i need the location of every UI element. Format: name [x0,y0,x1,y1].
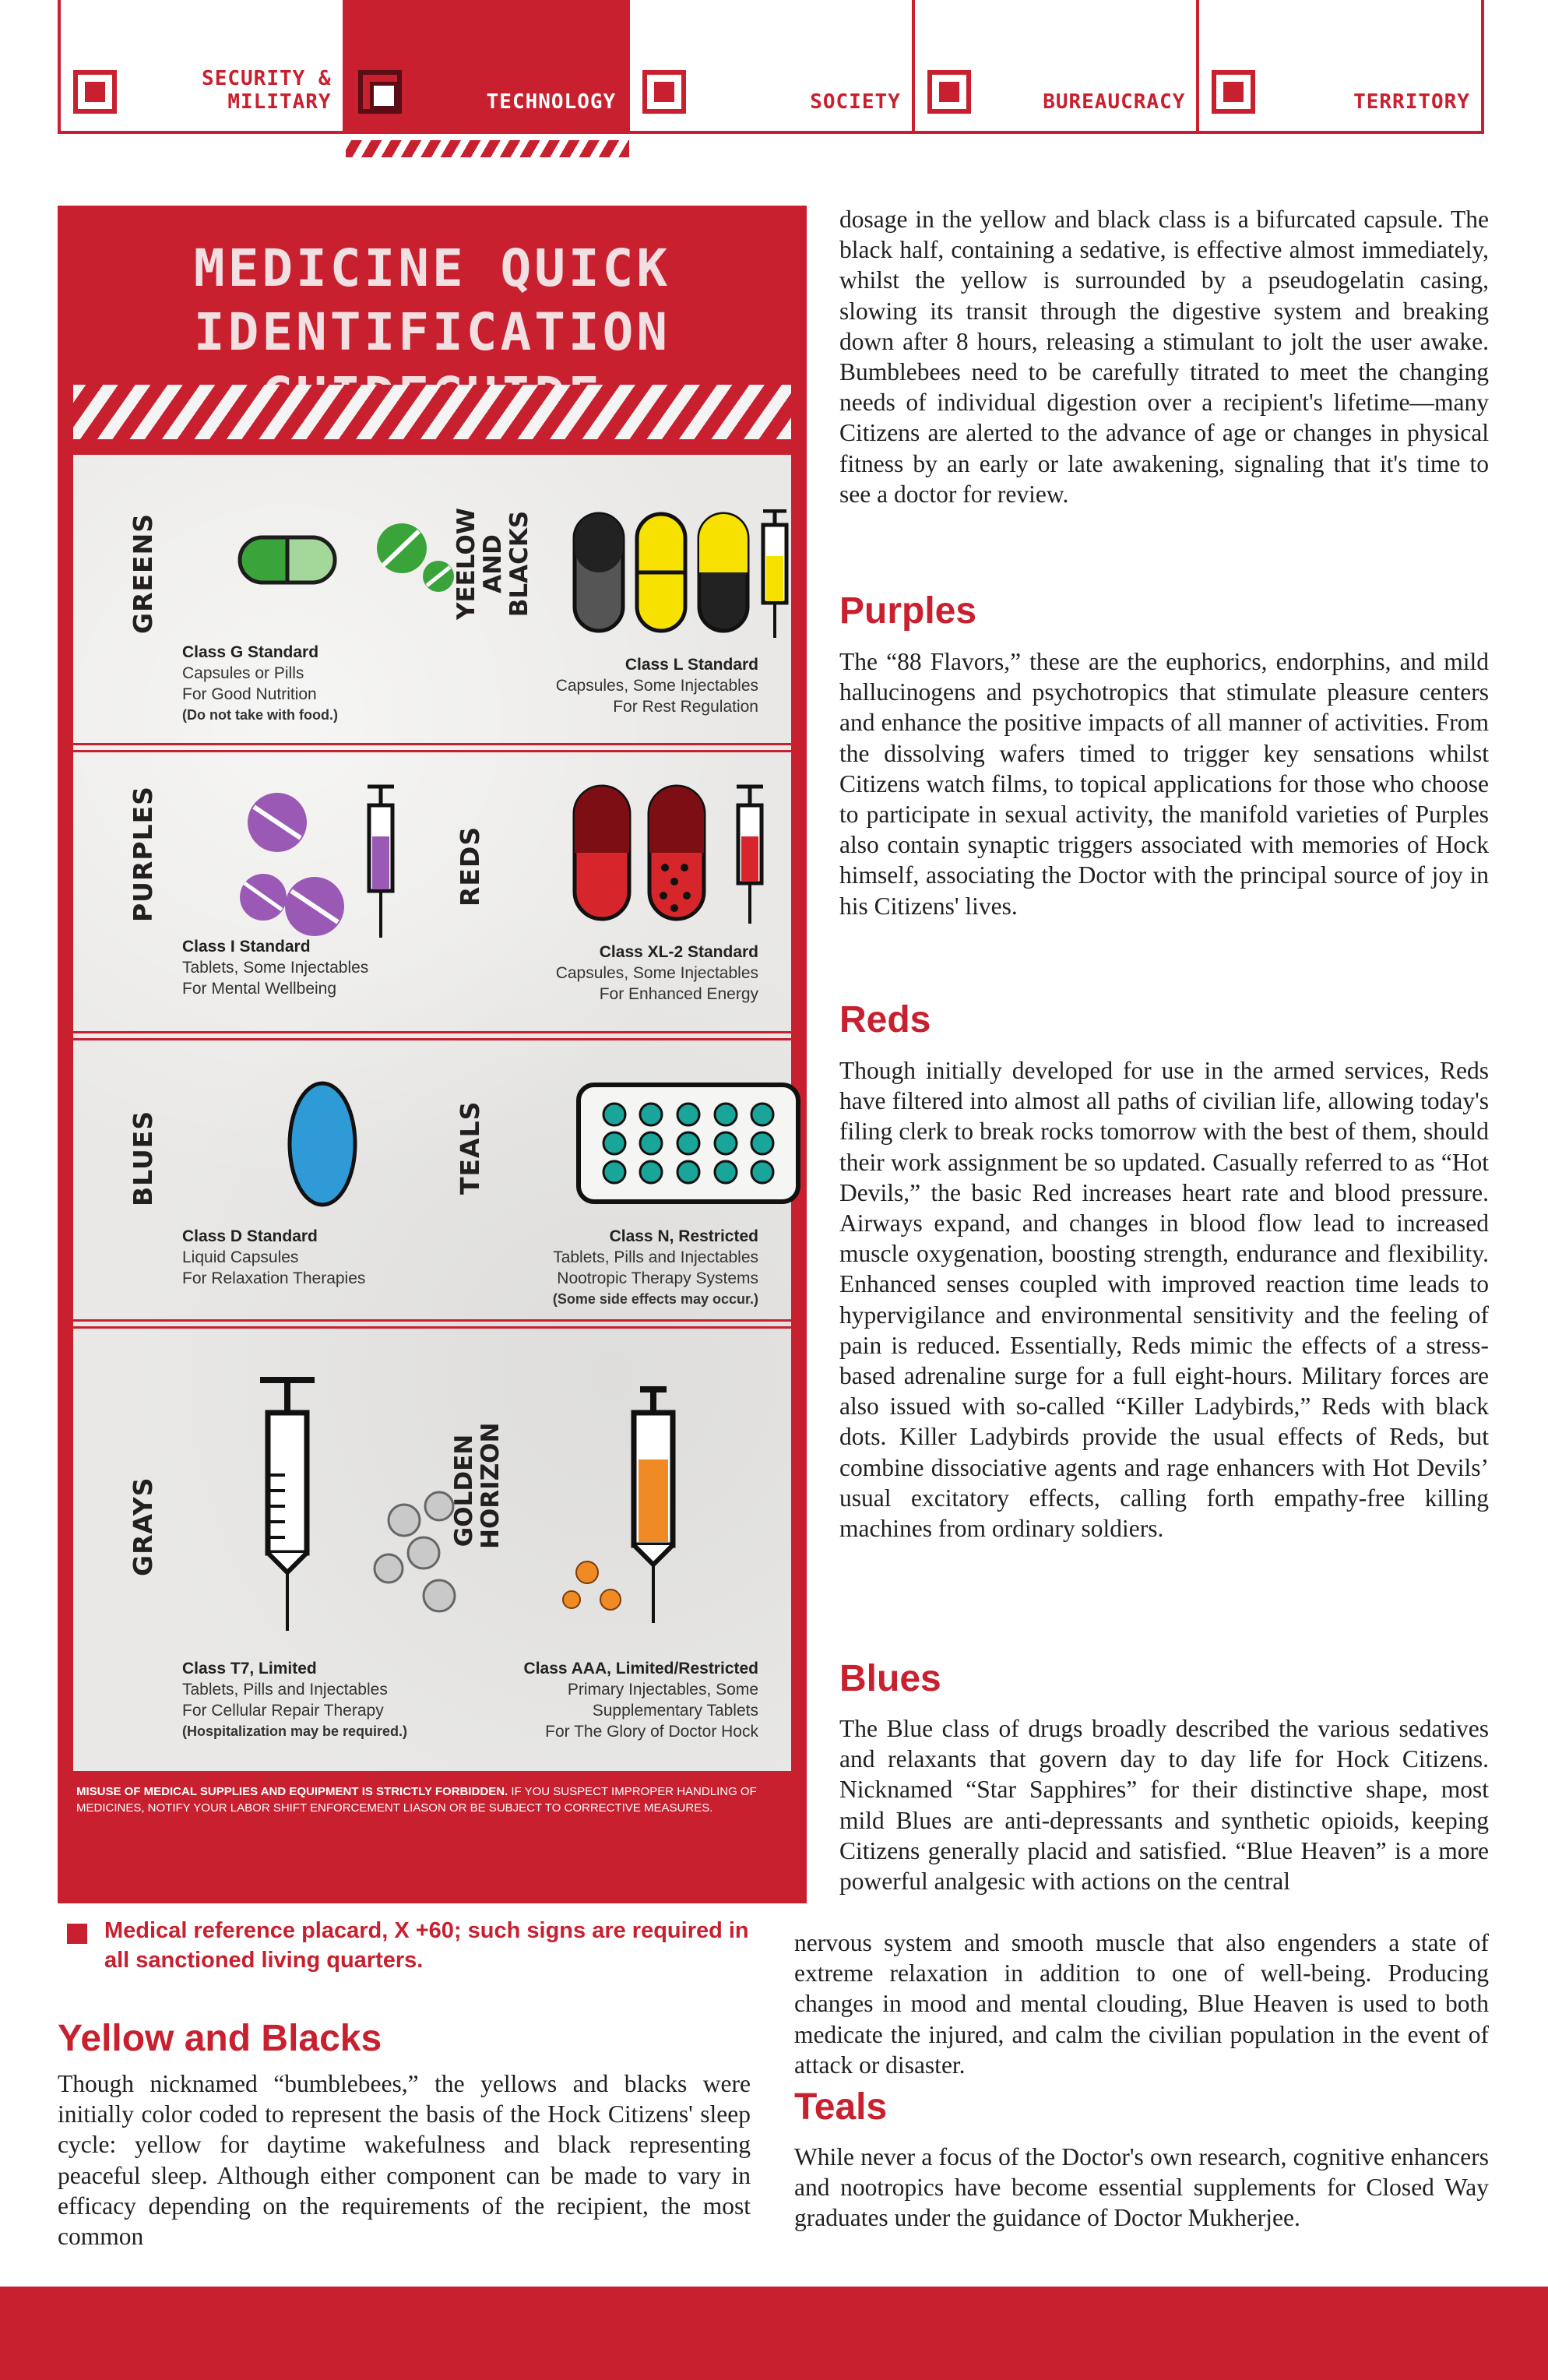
row-divider [73,1319,791,1329]
class-title: Class L Standard [624,656,758,674]
yellow-black-capsules-icon [572,509,797,642]
class-title: Class N, Restricted [609,1227,758,1245]
tab-square-icon [358,70,402,114]
tab-label: SOCIETY [810,90,901,114]
blue-capsule-icon [283,1078,361,1210]
class-forms: Primary Injectables, Some [567,1681,758,1699]
class-purpose: For Mental Wellbeing [182,980,337,998]
class-title: Class I Standard [182,938,311,956]
class-title: Class AAA, Limited/Restricted [523,1660,758,1678]
paragraph-yellow-and-blacks-2: dosage in the yellow and black class is a bifurcated capsule. The black half, containing a sedative, is effective almost immediately, whilst the yellow is surrounded by a pseudogelatin casing, slowing its transit through the digestive system and breaking down after 8 hours, releasing a stimulant to jolt the user awake. Bumblebees need to be carefully titrated to meet the changing needs of individual digestion over a recipient's lifetime—many Citizens are alerted to the advance of age or changes in physical fitness by an early or late awakening, signaling that it's time to see a doctor for review. [839,206,1489,508]
tab-security-military[interactable] [61,0,346,131]
purple-tablets-icon [229,782,431,945]
class-forms: Tablets, Pills and Injectables [182,1681,388,1699]
class-purpose: For Rest Regulation [613,698,758,716]
class-desc-grays [182,1658,407,1742]
class-title: Class T7, Limited [182,1660,317,1678]
class-desc-reds [525,942,758,1005]
class-desc-blues [182,1226,365,1289]
hazard-stripes [73,385,791,439]
placard-title: MEDICINE QUICK IDENTIFICATION [193,238,671,362]
medicine-placard [58,206,807,1903]
paragraph-blues-1: The Blue class of drugs broadly described the various sedatives and relaxants that govern day to day life for Hock Citizens. Nicknamed “Star Sapphires” for their distinctive shape, most mild Blues are anti-depressants and synthetic opioids, keeping Citizens generally placid and satisfied. “Blue Heaven” is a more powerful analgesic with actions on the central [839,1715,1489,1896]
class-forms: Liquid Capsules [182,1248,299,1266]
caption-bullet-icon [67,1924,87,1944]
tab-bureaucracy[interactable] [915,0,1200,131]
paragraph-reds: Though initially developed for use in the armed services, Reds have filtered into almost all paths of civilian life, allowing today's filing clerk to break rocks tomorrow with the best of them, should their work assignment be so updated. Casually referred to as “Hot Devils,” the basic Red increases heart rate and blood pressure. Airways expand, and changes in blood flow lead to increased muscle oxygenation, boosting strength, endurance and flexibility. Enhanced senses coupled with improved reaction time leads to hypervigilance and environmental sensitivity and the feeling of pain is reduced. Essentially, Reds mimic the effects of a stress-based adrenaline surge for a full eight-hours. Military forces are also issued with so-called “Killer Ladybirds,” Reds with black dots. Killer Ladybirds provide the usual effects of Reds, but combine dissociative agents and rage enhancers with Hot Devils’ usual excitatory effects, calling forth empathy-free killing machines from ordinary soldiers. [839,1057,1489,1543]
heading-teals: Teals [794,2086,888,2128]
class-purpose: For The Glory of Doctor Hock [545,1723,758,1741]
row-divider [73,1031,791,1040]
tab-territory[interactable] [1199,0,1481,131]
tab-technology[interactable] [346,0,631,131]
placard-warning [76,1783,788,1816]
class-name-text: YEELOW AND BLACKS [452,508,533,620]
gray-syringe-tablets-icon [229,1374,463,1639]
tab-label: TECHNOLOGY [486,90,617,114]
heading-blues: Blues [839,1658,941,1699]
class-forms: Capsules, Some Injectables [555,677,758,695]
class-name-golden-horizon [450,1422,505,1549]
class-name-text: GOLDEN HORIZON [450,1422,505,1549]
warning-text: IF YOU SUSPECT IMPROPER HANDLING OF MEDICINES, NOTIFY YOUR LABOR SHIFT ENFORCEMENT LIASON OR BE SUBJECT TO CORRECTIVE MEASURES. [76,1785,757,1815]
class-purpose: For Relaxation Therapies [182,1269,366,1287]
heading-purples: Purples [839,590,977,632]
class-title: Class G Standard [182,643,319,661]
class-desc-teals [525,1226,758,1310]
class-name-yellow-blacks [453,478,533,650]
class-note: (Some side effects may occur.) [552,1291,758,1307]
class-purpose: For Cellular Repair Therapy [182,1702,384,1720]
paragraph-teals: While never a focus of the Doctor's own research, cognitive enhancers and nootropics have become essential supplements for Closed Way graduates under the guidance of Doctor Mukherjee. [794,2143,1489,2232]
class-purpose: Nootropic Therapy Systems [557,1269,758,1287]
class-note: (Do not take with food.) [182,707,338,723]
heading-reds: Reds [839,999,931,1040]
paragraph-yellow-and-blacks-1: Though nicknamed “bumblebees,” the yellows and blacks were initially color coded to represent the basis of the Hock Citizens' sleep cycle: yellow for daytime wakefulness and black representing peaceful sleep. Although either component can be made to vary in efficacy depending on the requirements of the recipient, the most common [58,2070,751,2251]
class-desc-golden-horizon [509,1658,758,1742]
class-name-reds: REDS [455,826,485,907]
class-forms: Capsules, Some Injectables [555,964,758,982]
heading-yellow-and-blacks: Yellow and Blacks [58,2018,382,2059]
tab-society[interactable] [630,0,915,131]
class-desc-yellow-blacks [525,654,758,717]
footer-bar [0,2287,1548,2380]
class-title: Class XL-2 Standard [599,943,758,961]
class-purpose: For Enhanced Energy [599,985,758,1003]
class-note: (Hospitalization may be required.) [182,1723,408,1739]
class-forms-cont: Supplementary Tablets [592,1702,758,1720]
active-tab-hazard-stripe [346,140,629,157]
tab-label: SECURITY & MILITARY [202,67,332,114]
section-nav [58,0,1484,134]
figure-caption: Medical reference placard, X +60; such signs are required in all sanctioned living quarters. [104,1918,749,1973]
class-name-teals: TEALS [455,1100,485,1195]
class-desc-greens [182,642,338,726]
tab-square-icon [642,70,686,114]
teal-blister-pack-icon [575,1082,801,1206]
paragraph-blues-2: nervous system and smooth muscle that also engenders a state of extreme relaxation in addition to one of well-being. Producing changes in mood and mental clouding, Blue Heaven is used to both medicate the injured, and calm the civilian population in the event of attack or disaster. [794,1929,1489,2079]
red-capsules-icon [572,782,797,930]
green-capsule-icon [237,533,338,587]
class-desc-purples [182,936,368,999]
green-pills-icon [372,519,458,597]
class-name-purples: PURPLES [128,786,158,922]
row-divider [73,743,791,752]
class-forms: Tablets, Pills and Injectables [553,1248,758,1266]
class-name-blues: BLUES [128,1110,158,1206]
tab-square-icon [73,70,117,114]
tab-label: BUREAUCRACY [1043,90,1186,114]
paragraph-purples: The “88 Flavors,” these are the euphorics, endorphins, and mild hallucinogens and psychotropics that stimulate pleasure centers and enhance the positive impacts of all manner of activities. From the dissolving wafers timed to trigger key sensations whilst Citizens watch films, to topical applications for those who choose to participate in sexual activity, the manifold varieties of Purples also contain synaptic triggers associated with memories of Hock himself, associating the Doctor with the principal source of joy in his Citizens' lives. [839,648,1489,920]
placard-body [73,455,791,1771]
class-purpose: For Good Nutrition [182,685,317,703]
tab-square-icon [927,70,971,114]
class-title: Class D Standard [182,1227,318,1245]
class-name-greens: GREENS [128,513,158,634]
tab-square-icon [1212,70,1255,114]
class-forms: Tablets, Some Injectables [182,959,369,977]
orange-syringe-tablets-icon [556,1366,727,1631]
tab-label: TERRITORY [1353,90,1470,114]
warning-bold: MISUSE OF MEDICAL SUPPLIES AND EQUIPMENT IS STRICTLY FORBIDDEN. [76,1785,508,1798]
class-forms: Capsules or Pills [182,664,304,682]
class-name-grays: GRAYS [128,1477,158,1576]
